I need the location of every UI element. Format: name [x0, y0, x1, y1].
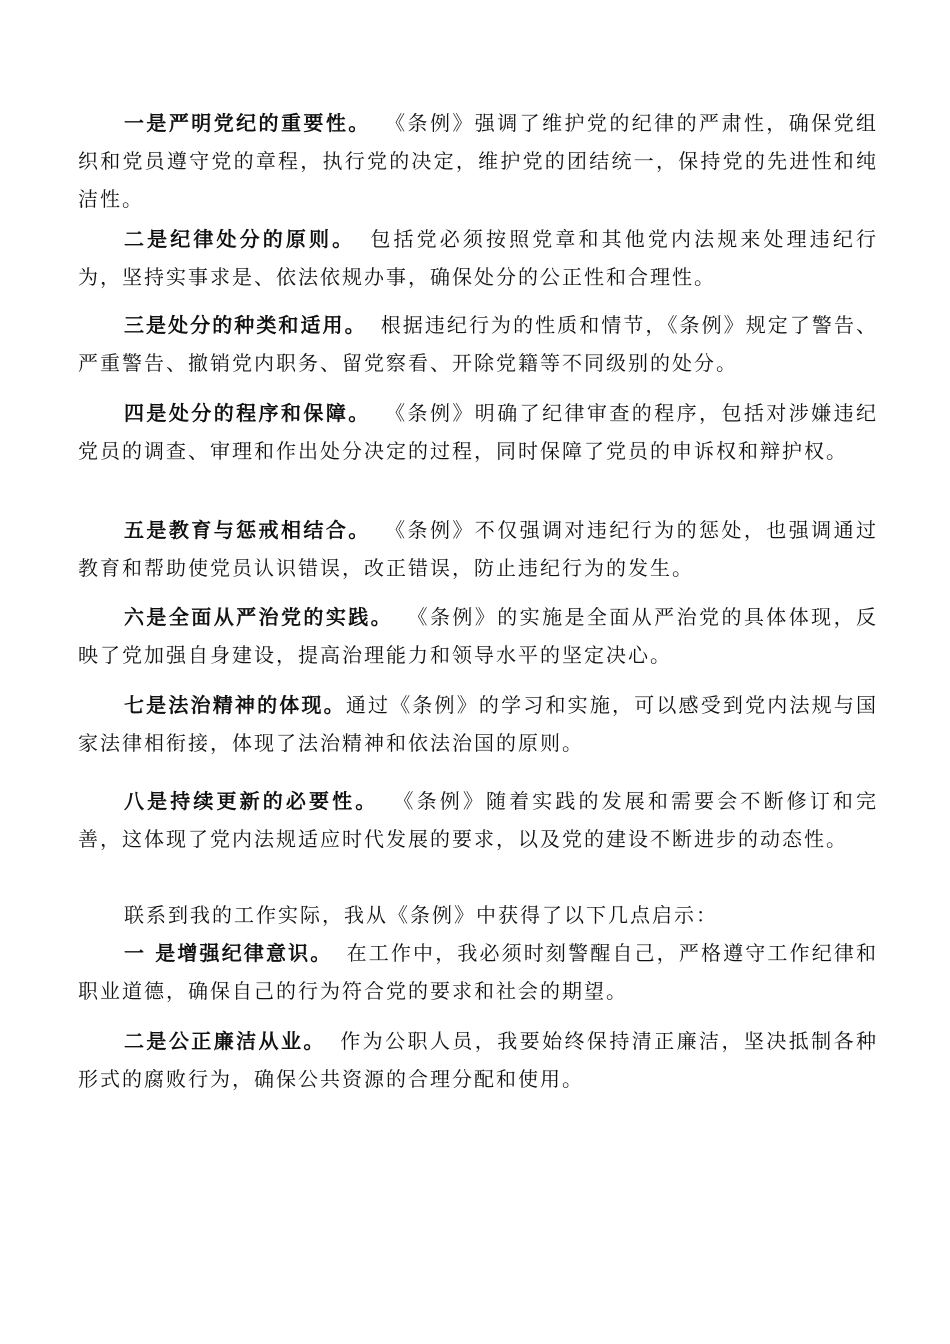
- paragraph-heading: 四是处分的程序和保障。: [124, 401, 371, 425]
- paragraph-heading: 一 是增强纪律意识。: [124, 941, 333, 965]
- paragraph-text: 《条例》随着实践的发展和需要会不断修订和完善，这体现了党内法规适应时代发展的要求，以及党的建设不断进步的动态性。: [78, 789, 878, 851]
- paragraph-text: 根据违纪行为的性质和情节，《条例》规定了警告、严重警告、撤销党内职务、留党察看、开除党籍等不同级别的处分。: [78, 313, 879, 375]
- paragraph-2: [78, 220, 878, 296]
- paragraph-9: [78, 896, 878, 934]
- paragraph-text: 在工作中，我必须时刻警醒自己，严格遵守工作纪律和职业道德，确保自己的行为符合党的要求和社会的期望。: [78, 941, 879, 1003]
- paragraph-4: [78, 394, 878, 470]
- paragraph-7: [78, 686, 878, 762]
- paragraph-heading: 二是公正廉洁从业。: [124, 1029, 326, 1053]
- paragraph-heading: 一是严明党纪的重要性。: [124, 111, 371, 135]
- paragraph-10: [78, 934, 878, 1010]
- paragraph-heading: 六是全面从严治党的实践。: [124, 605, 394, 629]
- paragraph-text: 《条例》不仅强调对违纪行为的惩处，也强调通过教育和帮助使党员认识错误，改正错误，防止违纪行为的发生。: [78, 518, 879, 580]
- paragraph-heading: 七是法治精神的体现。: [124, 693, 346, 717]
- paragraph-text: 《条例》强调了维护党的纪律的严肃性，确保党组织和党员遵守党的章程，执行党的决定，维护党的团结统一，保持党的先进性和纯洁性。: [78, 111, 879, 211]
- paragraph-text: 通过《条例》的学习和实施，可以感受到党内法规与国家法律相衔接，体现了法治精神和依法治国的原则。: [78, 693, 879, 755]
- paragraph-1: [78, 104, 878, 218]
- paragraph-6: [78, 598, 878, 674]
- paragraph-8: [78, 782, 878, 858]
- paragraph-text: 《条例》的实施是全面从严治党的具体体现，反映了党加强自身建设，提高治理能力和领导水平的坚定决心。: [78, 605, 879, 667]
- paragraph-5: [78, 511, 878, 587]
- paragraph-heading: 二是纪律处分的原则。: [124, 227, 356, 251]
- paragraph-text: 联系到我的工作实际，我从《条例》中获得了以下几点启示：: [124, 903, 718, 927]
- paragraph-text: 《条例》明确了纪律审查的程序，包括对涉嫌违纪党员的调查、审理和作出处分决定的过程，同时保障了党员的申诉权和辩护权。: [78, 401, 879, 463]
- paragraph-text: 包括党必须按照党章和其他党内法规来处理违纪行为，坚持实事求是、依法依规办事，确保处分的公正性和合理性。: [78, 227, 878, 289]
- paragraph-11: [78, 1022, 878, 1098]
- paragraph-heading: 五是教育与惩戒相结合。: [124, 518, 371, 542]
- paragraph-text: 作为公职人员，我要始终保持清正廉洁，坚决抵制各种形式的腐败行为，确保公共资源的合理分配和使用。: [78, 1029, 879, 1091]
- paragraph-heading: 八是持续更新的必要性。: [124, 789, 379, 813]
- paragraph-heading: 三是处分的种类和适用。: [124, 313, 367, 337]
- paragraph-3: [78, 306, 878, 382]
